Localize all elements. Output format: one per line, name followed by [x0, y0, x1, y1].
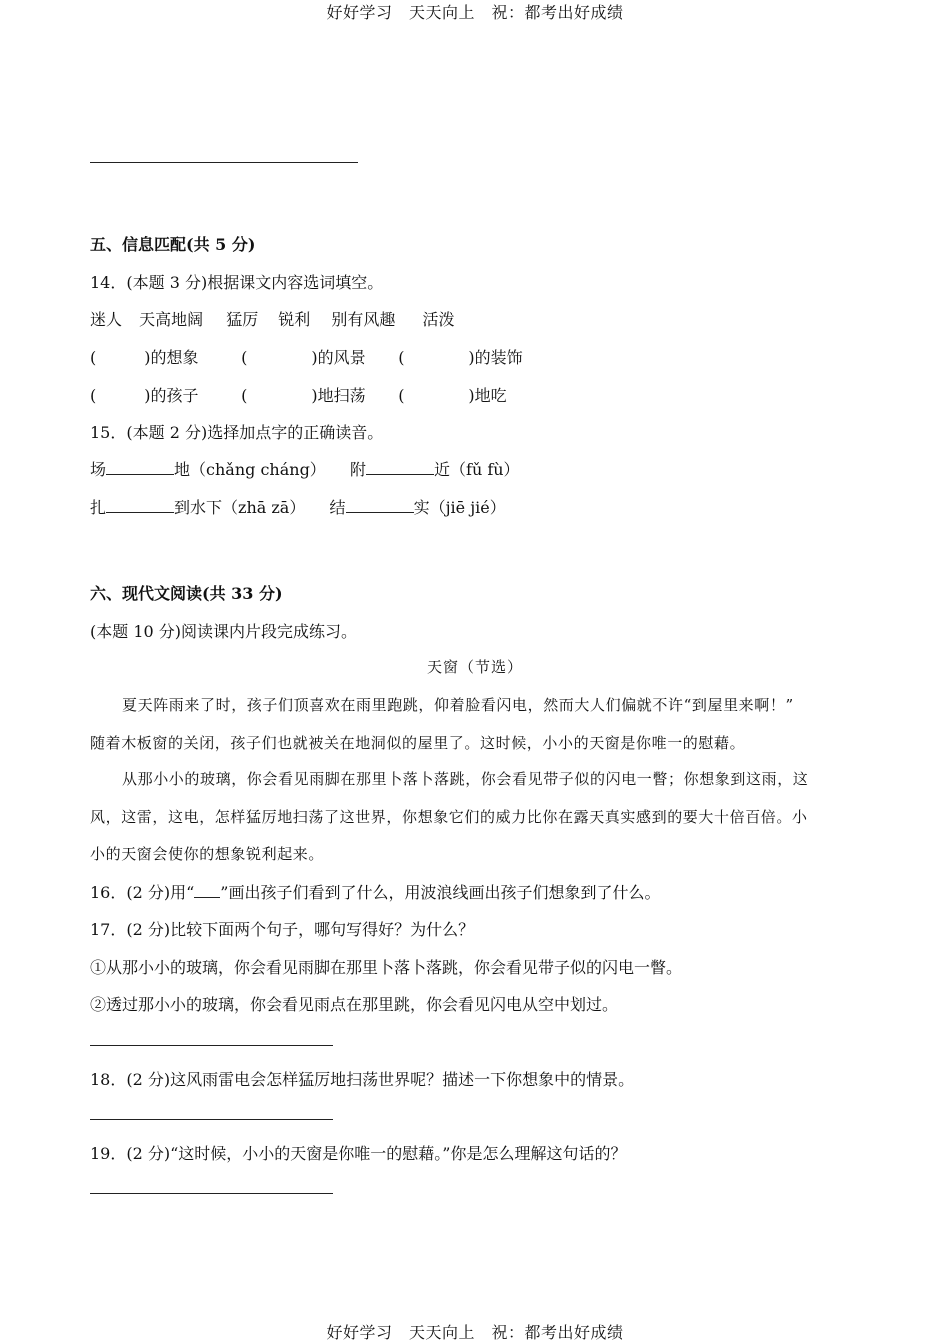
pinyin-prefix: 扎 [90, 498, 107, 517]
question-19: 19．(2 分)“这时候，小小的天窗是你唯一的慰藉。”你是怎么理解这句话的？ [90, 1144, 627, 1163]
page-footer: 好好学习 天天向上 祝：都考出好成绩 [326, 1323, 624, 1342]
fill-blank-item[interactable]: ( )的孩子 [90, 386, 199, 405]
passage-title: 天窗（节选） [426, 658, 523, 676]
fill-blank-item[interactable]: ( )的想象 [90, 348, 199, 367]
passage-line: 夏天阵雨来了时，孩子们顶喜欢在雨里跑跳，仰着脸看闪电，然而大人们偏就不许“到屋里来啊！” [122, 696, 794, 714]
word-bank [90, 307, 454, 330]
pinyin-options: 实（jiē jié） [413, 498, 506, 517]
reading-intro: (本题 10 分)阅读课内片段完成练习。 [90, 622, 358, 641]
question-15-stem: 15．(本题 2 分)选择加点字的正确读音。 [90, 423, 384, 442]
fill-blank-item[interactable]: ( )的风景 [241, 348, 366, 367]
question-text: 16．(2 分)用“ [90, 883, 195, 902]
passage-line: 从那小小的玻璃，你会看见雨脚在那里卜落卜落跳，你会看见带子似的闪电一瞥；你想象到这雨，这 [122, 770, 809, 788]
page-header: 好好学习 天天向上 祝：都考出好成绩 [326, 3, 624, 22]
fill-row [90, 345, 523, 368]
pinyin-options: 到水下（zhā zā） [174, 498, 306, 517]
pinyin-options: 地（chǎng cháng） [174, 460, 326, 479]
answer-blank[interactable] [106, 498, 174, 513]
answer-line[interactable] [90, 1193, 333, 1194]
answer-line[interactable] [90, 1119, 333, 1120]
fill-blank-item[interactable]: ( )地扫荡 [241, 386, 366, 405]
answer-blank[interactable] [346, 498, 414, 513]
fill-row [90, 383, 507, 406]
pinyin-prefix: 结 [329, 498, 346, 517]
pinyin-row [90, 457, 520, 480]
word-option: 猛厉 [226, 310, 259, 329]
section-title: 六、现代文阅读(共 33 分) [90, 584, 283, 603]
question-14-stem: 14．(本题 3 分)根据课文内容选词填空。 [90, 273, 384, 292]
underline-sample [194, 884, 220, 898]
fill-blank-item[interactable]: ( )的装饰 [398, 348, 523, 367]
pinyin-prefix: 附 [350, 460, 367, 479]
answer-line [90, 162, 358, 163]
fill-blank-item[interactable]: ( )地吃 [398, 386, 507, 405]
sentence-option: ②透过那小小的玻璃，你会看见雨点在那里跳，你会看见闪电从空中划过。 [90, 995, 619, 1014]
question-text: ”画出孩子们看到了什么，用波浪线画出孩子们想象到了什么。 [220, 883, 661, 902]
passage-line: 风，这雷，这电，怎样猛厉地扫荡了这世界，你想象它们的威力比你在露天真实感到的要大十倍百倍。小 [90, 808, 808, 826]
passage-line: 小的天窗会使你的想象锐利起来。 [90, 845, 325, 863]
word-option: 锐利 [278, 310, 311, 329]
pinyin-row [90, 495, 506, 518]
answer-line[interactable] [90, 1045, 333, 1046]
pinyin-prefix: 场 [90, 460, 107, 479]
word-option: 迷人 [90, 310, 123, 329]
question-17: 17．(2 分)比较下面两个句子，哪句写得好？为什么？ [90, 920, 475, 939]
answer-blank[interactable] [366, 460, 434, 475]
pinyin-options: 近（fǔ fù） [434, 460, 520, 479]
word-option: 别有风趣 [331, 310, 396, 329]
answer-blank[interactable] [106, 460, 174, 475]
section-title: 五、信息匹配(共 5 分) [90, 235, 256, 254]
question-18: 18．(2 分)这风雨雷电会怎样猛厉地扫荡世界呢？描述一下你想象中的情景。 [90, 1070, 635, 1089]
word-option: 活泼 [422, 310, 455, 329]
passage-line: 随着木板窗的关闭，孩子们也就被关在地洞似的屋里了。这时候，小小的天窗是你唯一的慰藉。 [90, 734, 746, 752]
word-option: 天高地阔 [139, 310, 204, 329]
sentence-option: ①从那小小的玻璃，你会看见雨脚在那里卜落卜落跳，你会看见带子似的闪电一瞥。 [90, 958, 683, 977]
question-16 [90, 880, 660, 903]
